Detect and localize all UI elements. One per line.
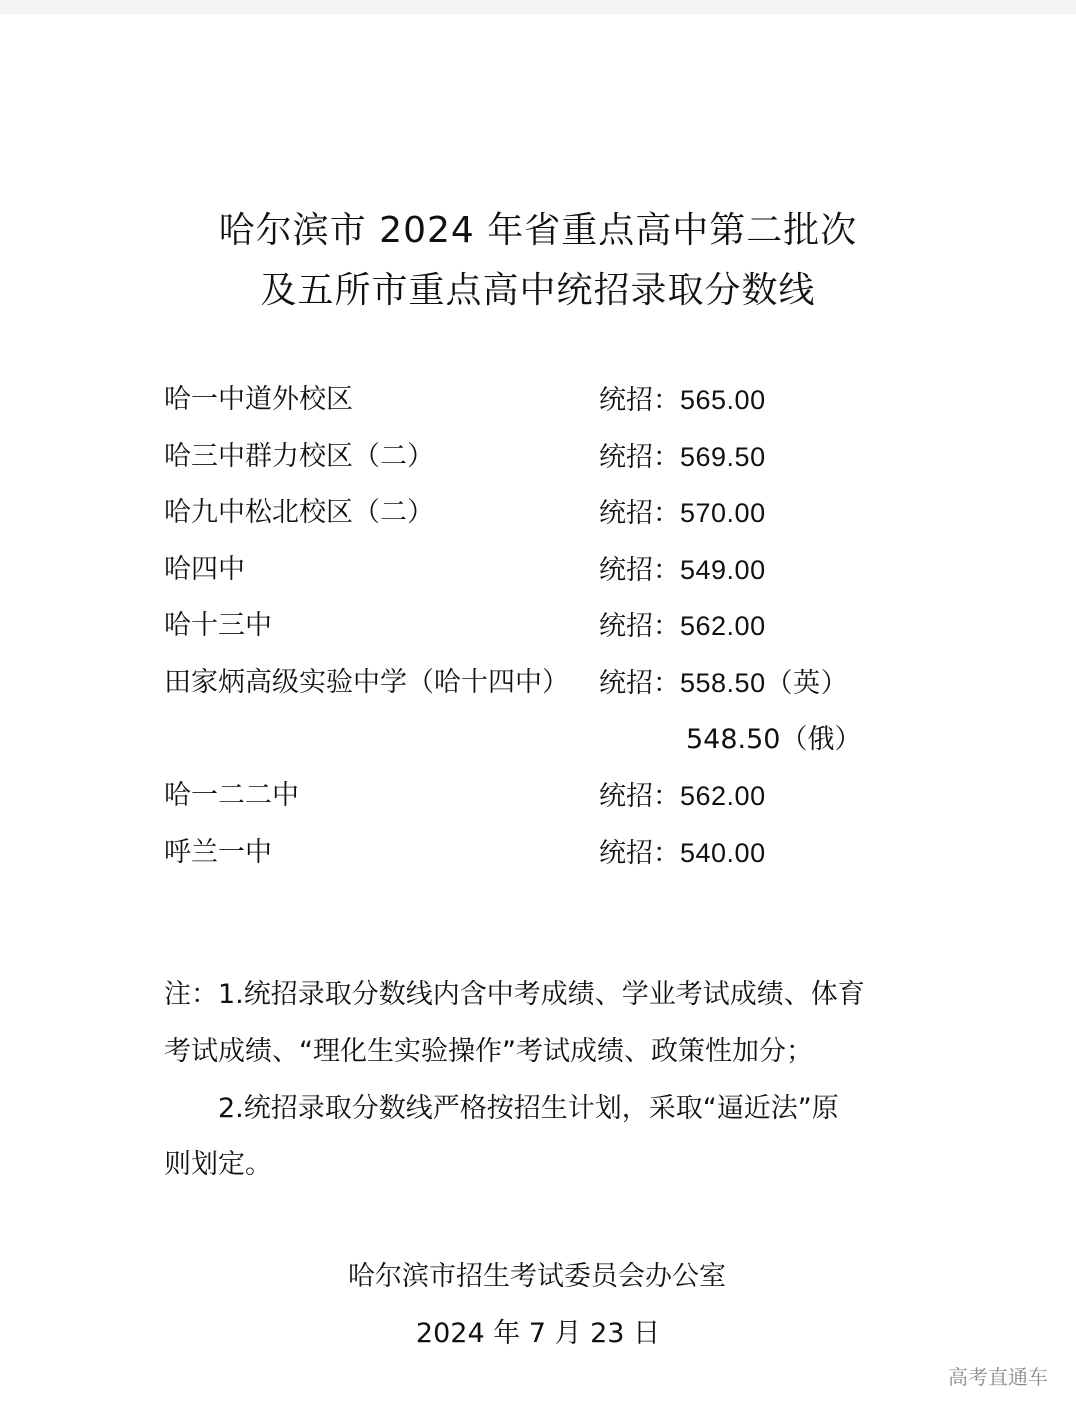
score-label: 统招： bbox=[599, 442, 680, 473]
school-name: 哈四中 bbox=[164, 554, 245, 585]
score-label: 统招： bbox=[599, 385, 680, 416]
note-line-2: 考试成绩、“理化生实验操作”考试成绩、政策性加分； bbox=[164, 1036, 813, 1067]
school-name: 呼兰一中 bbox=[164, 837, 272, 868]
school-name: 哈十三中 bbox=[164, 610, 272, 641]
school-score bbox=[599, 776, 766, 817]
school-score bbox=[599, 833, 766, 874]
school-score bbox=[599, 493, 766, 534]
score-value: 569.50 bbox=[680, 442, 766, 472]
school-score bbox=[599, 437, 766, 478]
school-score bbox=[599, 663, 848, 704]
school-name: 田家炳高级实验中学（哈十四中） bbox=[164, 667, 569, 698]
score-label: 统招： bbox=[599, 838, 680, 869]
note-line-3: 2.统招录取分数线严格按招生计划，采取“逼近法”原 bbox=[218, 1093, 839, 1124]
school-name: 哈一二二中 bbox=[164, 780, 299, 811]
document-title-line-1: 哈尔滨市 2024 年省重点高中第二批次 bbox=[218, 210, 858, 251]
school-name: 哈一中道外校区 bbox=[164, 384, 353, 415]
score-value: 558.50（英） bbox=[680, 668, 849, 698]
issue-date: 2024 年 7 月 23 日 bbox=[415, 1318, 661, 1349]
note-line-4: 则划定。 bbox=[164, 1149, 272, 1180]
score-value: 549.00 bbox=[680, 555, 766, 585]
top-strip bbox=[0, 0, 1076, 14]
school-score bbox=[599, 380, 766, 421]
score-label: 统招： bbox=[599, 668, 680, 699]
score-label: 统招： bbox=[599, 781, 680, 812]
score-value-secondary: 548.50（俄） bbox=[686, 724, 862, 755]
school-name: 哈三中群力校区（二） bbox=[164, 441, 434, 472]
school-score bbox=[599, 550, 766, 591]
watermark: 高考直通车 bbox=[948, 1365, 1048, 1389]
document-title-line-2: 及五所市重点高中统招录取分数线 bbox=[260, 270, 816, 311]
score-value: 540.00 bbox=[680, 838, 766, 868]
school-score bbox=[599, 606, 766, 647]
issuer: 哈尔滨市招生考试委员会办公室 bbox=[348, 1261, 726, 1292]
score-label: 统招： bbox=[599, 555, 680, 586]
score-value: 565.00 bbox=[680, 385, 766, 415]
score-value: 562.00 bbox=[680, 611, 766, 641]
school-name: 哈九中松北校区（二） bbox=[164, 497, 434, 528]
score-label: 统招： bbox=[599, 611, 680, 642]
note-line-1: 注：1.统招录取分数线内含中考成绩、学业考试成绩、体育 bbox=[164, 979, 865, 1010]
score-value: 562.00 bbox=[680, 781, 766, 811]
score-label: 统招： bbox=[599, 498, 680, 529]
score-value: 570.00 bbox=[680, 498, 766, 528]
